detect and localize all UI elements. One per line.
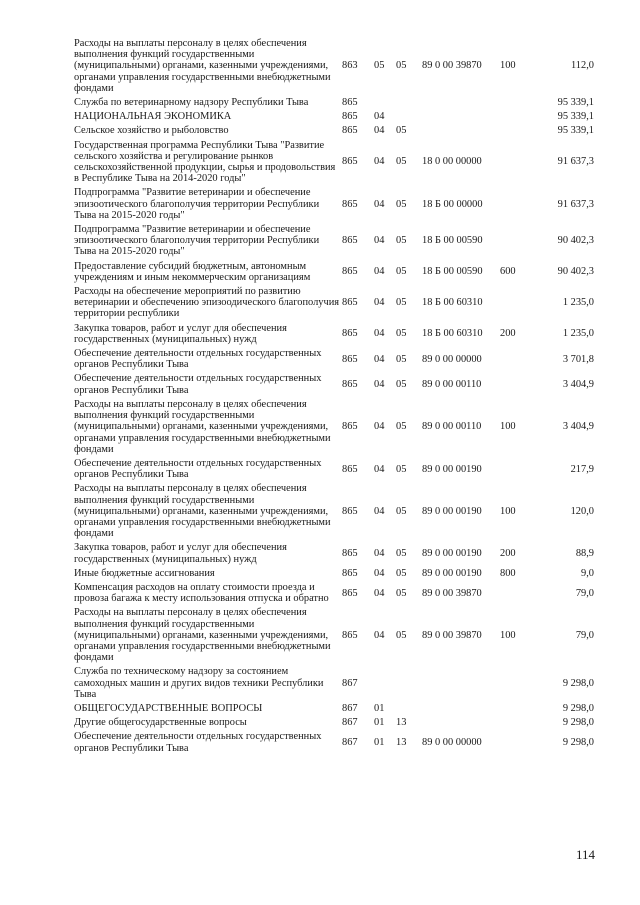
- row-subsection-code: 05: [396, 235, 407, 247]
- row-amount: 3 404,9: [562, 379, 594, 391]
- row-amount: 9 298,0: [562, 717, 594, 729]
- row-target-article: 89 0 00 00000: [422, 353, 482, 365]
- row-subsection-code: [396, 111, 422, 125]
- row-name: Расходы на выплаты персоналу в целях обеспечения выполнения функций государственными (муниципальными) органами, казенными учреждениями, органами управления государственными внебюджетными фондами: [74, 607, 331, 664]
- row-name: Обеспечение деятельности отдельных государственных органов Республики Тыва: [74, 348, 322, 371]
- row-target-article: 89 0 00 39870: [422, 60, 482, 72]
- row-target-article: 18 Б 00 00590: [422, 235, 483, 247]
- row-grbs-code: 865: [342, 567, 358, 579]
- row-expense-type: [500, 458, 530, 483]
- row-target-article: 89 0 00 00190: [422, 547, 482, 559]
- table-row: [74, 582, 594, 607]
- row-section-code: 04: [374, 156, 385, 168]
- row-amount: 1 235,0: [562, 328, 594, 340]
- row-name: ОБЩЕГОСУДАРСТВЕННЫЕ ВОПРОСЫ: [74, 702, 263, 714]
- table-row: [74, 483, 594, 542]
- row-target-article: 89 0 00 00000: [422, 736, 482, 748]
- row-section-code: 04: [374, 353, 385, 365]
- row-name: Обеспечение деятельности отдельных государственных органов Республики Тыва: [74, 731, 322, 754]
- row-section-code: 05: [374, 60, 385, 72]
- row-section-code: 04: [374, 328, 385, 340]
- row-amount: 95 339,1: [557, 125, 594, 137]
- row-expense-type: 600: [500, 266, 516, 278]
- row-amount: 217,9: [570, 463, 594, 475]
- row-expense-type: [500, 111, 530, 125]
- table-row: [74, 666, 594, 703]
- table-row: [74, 703, 594, 717]
- row-grbs-code: 865: [342, 353, 358, 365]
- row-expense-type: [500, 666, 530, 703]
- row-expense-type: 100: [500, 505, 516, 517]
- row-expense-type: [500, 703, 530, 717]
- row-section-code: 04: [374, 463, 385, 475]
- row-grbs-code: 865: [342, 629, 358, 641]
- row-subsection-code: 05: [396, 587, 407, 599]
- row-grbs-code: 863: [342, 60, 358, 72]
- row-name: Расходы на выплаты персоналу в целях обеспечения выполнения функций государственными (муниципальными) органами, казенными учреждениями, органами управления государственными внебюджетными фондами: [74, 398, 331, 455]
- table-row: [74, 323, 594, 348]
- row-name: Сельское хозяйство и рыболовство: [74, 125, 229, 137]
- row-expense-type: [500, 717, 530, 731]
- row-subsection-code: 05: [396, 266, 407, 278]
- row-expense-type: [500, 373, 530, 398]
- table-row: [74, 458, 594, 483]
- row-target-article: 89 0 00 00110: [422, 421, 482, 433]
- row-grbs-code: 865: [342, 328, 358, 340]
- row-expense-type: 100: [500, 60, 516, 72]
- row-amount: 90 402,3: [557, 235, 594, 247]
- row-section-code: 04: [374, 587, 385, 599]
- row-subsection-code: 05: [396, 629, 407, 641]
- row-subsection-code: 05: [396, 156, 407, 168]
- row-section-code: 01: [374, 702, 385, 714]
- table-row: [74, 286, 594, 323]
- row-target-article: 89 0 00 00190: [422, 505, 482, 517]
- row-name: Обеспечение деятельности отдельных государственных органов Республики Тыва: [74, 373, 322, 396]
- table-row: [74, 373, 594, 398]
- row-section-code: 01: [374, 717, 385, 729]
- row-grbs-code: 867: [342, 717, 358, 729]
- row-name: Закупка товаров, работ и услуг для обеспечения государственных (муниципальных) нужд: [74, 542, 287, 565]
- row-subsection-code: 05: [396, 505, 407, 517]
- row-subsection-code: 05: [396, 421, 407, 433]
- row-name: Обеспечение деятельности отдельных государственных органов Республики Тыва: [74, 457, 322, 481]
- row-section-code: 04: [374, 198, 385, 210]
- row-amount: 112,0: [571, 60, 594, 72]
- row-amount: 79,0: [575, 587, 594, 599]
- row-grbs-code: 865: [342, 111, 358, 123]
- row-subsection-code: 13: [396, 736, 407, 748]
- table-row: [74, 348, 594, 373]
- row-grbs-code: 865: [342, 198, 358, 210]
- row-subsection-code: 05: [396, 547, 407, 559]
- row-amount: 9,0: [581, 567, 594, 579]
- row-name: Подпрограмма "Развитие ветеринарии и обеспечение эпизоотического благополучия территории Республики Тыва на 2015-2020 годы": [74, 224, 320, 258]
- row-target-article: 89 0 00 00110: [422, 379, 482, 391]
- row-subsection-code: 05: [396, 60, 407, 72]
- row-section-code: 04: [374, 266, 385, 278]
- table-row: [74, 187, 594, 224]
- row-subsection-code: [396, 97, 422, 111]
- row-name: Подпрограмма "Развитие ветеринарии и обеспечение эпизоотического благополучия территории Республики Тыва на 2015-2020 годы": [74, 187, 320, 221]
- row-target-article: [422, 111, 500, 125]
- row-amount: 91 637,3: [557, 156, 594, 168]
- row-subsection-code: 05: [396, 297, 407, 309]
- row-expense-type: [500, 286, 530, 323]
- row-expense-type: 100: [500, 421, 516, 433]
- row-grbs-code: 865: [342, 97, 358, 109]
- row-name: Предоставление субсидий бюджетным, автономным учреждениям и иным некоммерческим организациям: [74, 260, 311, 283]
- row-section-code: 04: [374, 297, 385, 309]
- row-target-article: 18 Б 00 00590: [422, 266, 483, 278]
- row-grbs-code: 865: [342, 463, 358, 475]
- row-target-article: [422, 97, 500, 111]
- row-target-article: 18 Б 00 60310: [422, 328, 483, 340]
- row-amount: 95 339,1: [557, 97, 594, 109]
- table-row: [74, 731, 594, 756]
- row-subsection-code: [396, 666, 422, 703]
- row-subsection-code: 05: [396, 463, 407, 475]
- table-row: [74, 224, 594, 261]
- row-target-article: 18 0 00 00000: [422, 156, 482, 168]
- row-name: Служба по техническому надзору за состоянием самоходных машин и других видов техники Республики Тыва: [74, 666, 324, 700]
- row-section-code: [374, 666, 396, 703]
- row-target-article: 18 Б 00 00000: [422, 198, 483, 210]
- row-target-article: [422, 666, 500, 703]
- row-grbs-code: 867: [342, 702, 358, 714]
- row-name: Расходы на обеспечение мероприятий по развитию ветеринарии и обеспечению эпизоодического благополучия территории республики: [74, 286, 340, 320]
- row-subsection-code: 05: [396, 379, 407, 391]
- row-target-article: [422, 717, 500, 731]
- row-amount: 9 298,0: [562, 702, 594, 714]
- row-name: Расходы на выплаты персоналу в целях обеспечения выполнения функций государственными (муниципальными) органами, казенными учреждениями, органами управления государственными внебюджетными фондами: [74, 483, 331, 540]
- row-grbs-code: 865: [342, 266, 358, 278]
- row-expense-type: [500, 731, 530, 756]
- row-grbs-code: 865: [342, 379, 358, 391]
- table-row: [74, 111, 594, 125]
- row-subsection-code: 05: [396, 353, 407, 365]
- table-row: [74, 542, 594, 567]
- row-name: Расходы на выплаты персоналу в целях обеспечения выполнения функций государственными (муниципальными) органами, казенными учреждениями, органами управления государственными внебюджетными фондами: [74, 38, 331, 94]
- row-expense-type: 200: [500, 547, 516, 559]
- row-target-article: 89 0 00 39870: [422, 587, 482, 599]
- row-target-article: [422, 703, 500, 717]
- row-amount: 9 298,0: [562, 736, 594, 748]
- row-target-article: 89 0 00 00190: [422, 463, 482, 475]
- row-target-article: 89 0 00 39870: [422, 629, 482, 641]
- table-row: [74, 568, 594, 582]
- row-amount: 79,0: [575, 629, 594, 641]
- row-amount: 90 402,3: [557, 266, 594, 278]
- table-row: [74, 38, 594, 97]
- row-expense-type: 800: [500, 567, 516, 579]
- row-grbs-code: 865: [342, 505, 358, 517]
- row-subsection-code: 05: [396, 567, 407, 579]
- table-row: [74, 125, 594, 139]
- row-target-article: 89 0 00 00190: [422, 567, 482, 579]
- row-expense-type: [500, 140, 530, 188]
- table-row: [74, 140, 594, 188]
- row-section-code: 04: [374, 629, 385, 641]
- row-amount: 95 339,1: [557, 111, 594, 123]
- row-target-article: 18 Б 00 60310: [422, 297, 483, 309]
- row-amount: 1 235,0: [562, 297, 594, 309]
- row-section-code: 04: [374, 235, 385, 247]
- row-grbs-code: 865: [342, 156, 358, 168]
- row-target-article: [422, 125, 500, 139]
- row-amount: 3 404,9: [562, 421, 594, 433]
- row-section-code: 04: [374, 421, 385, 433]
- row-name: Государственная программа Республики Тыва "Развитие сельского хозяйства и регулирование рынков сельскохозяйственной продукции, сырья и продовольствия в Республике Тыва на 2014-2020 годы": [74, 139, 336, 185]
- row-amount: 9 298,0: [562, 677, 594, 689]
- row-amount: 120,0: [570, 505, 594, 517]
- table-row: [74, 261, 594, 286]
- row-name: Служба по ветеринарному надзору Республики Тыва: [74, 97, 309, 109]
- row-grbs-code: 865: [342, 297, 358, 309]
- row-amount: 91 637,3: [557, 198, 594, 210]
- row-section-code: 04: [374, 505, 385, 517]
- row-expense-type: [500, 187, 530, 224]
- row-section-code: 04: [374, 547, 385, 559]
- row-expense-type: [500, 97, 530, 111]
- row-grbs-code: 865: [342, 235, 358, 247]
- row-grbs-code: 867: [342, 677, 358, 689]
- row-subsection-code: 05: [396, 198, 407, 210]
- row-subsection-code: 05: [396, 125, 407, 137]
- table-row: [74, 717, 594, 731]
- table-row: [74, 399, 594, 458]
- row-expense-type: 200: [500, 328, 516, 340]
- row-amount: 88,9: [575, 547, 594, 559]
- row-amount: 3 701,8: [562, 353, 594, 365]
- row-subsection-code: [396, 703, 422, 717]
- row-expense-type: [500, 348, 530, 373]
- row-section-code: [374, 97, 396, 111]
- row-grbs-code: 867: [342, 736, 358, 748]
- row-name: Иные бюджетные ассигнования: [74, 567, 215, 579]
- row-subsection-code: 13: [396, 717, 407, 729]
- row-grbs-code: 865: [342, 125, 358, 137]
- table-row: [74, 607, 594, 666]
- row-section-code: 04: [374, 379, 385, 391]
- row-expense-type: 100: [500, 629, 516, 641]
- page-number: 114: [576, 847, 596, 862]
- row-grbs-code: 865: [342, 421, 358, 433]
- row-section-code: 01: [374, 736, 385, 748]
- row-name: Компенсация расходов на оплату стоимости проезда и провоза багажа к месту использования отпуска и обратно: [74, 581, 329, 605]
- table-row: [74, 97, 594, 111]
- row-name: НАЦИОНАЛЬНАЯ ЭКОНОМИКА: [74, 111, 232, 123]
- row-section-code: 04: [374, 111, 385, 123]
- row-grbs-code: 865: [342, 547, 358, 559]
- budget-table-body: [74, 38, 594, 757]
- row-name: Закупка товаров, работ и услуг для обеспечения государственных (муниципальных) нужд: [74, 322, 287, 345]
- row-name: Другие общегосударственные вопросы: [74, 717, 247, 729]
- row-section-code: 04: [374, 567, 385, 579]
- budget-table: [74, 38, 594, 757]
- row-expense-type: [500, 582, 530, 607]
- row-expense-type: [500, 125, 530, 139]
- row-section-code: 04: [374, 125, 385, 137]
- row-subsection-code: 05: [396, 328, 407, 340]
- row-expense-type: [500, 224, 530, 261]
- row-grbs-code: 865: [342, 587, 358, 599]
